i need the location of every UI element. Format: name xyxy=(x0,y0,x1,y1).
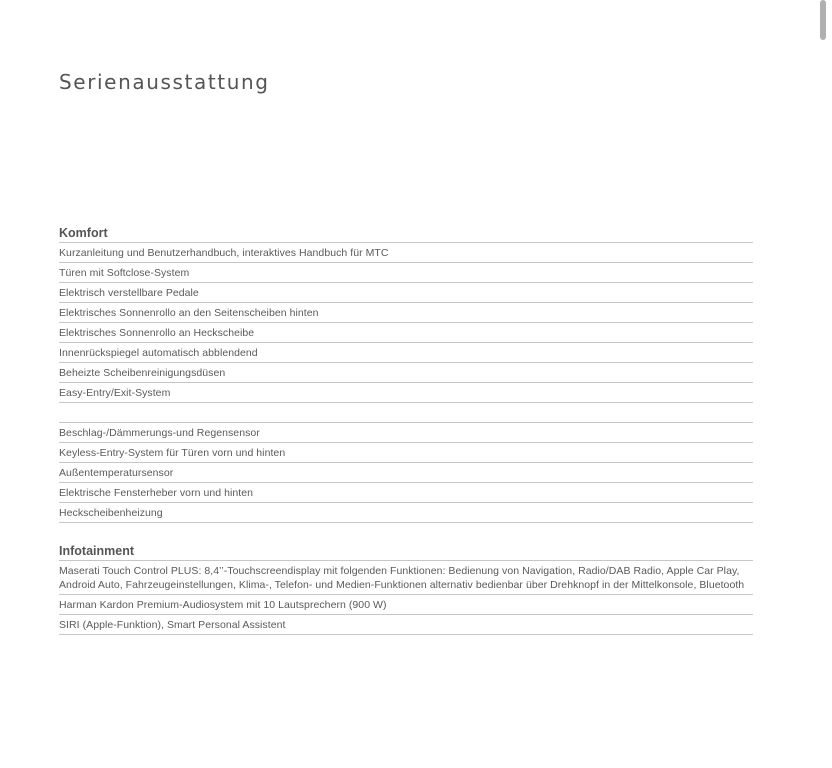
section-heading-komfort: Komfort xyxy=(59,224,753,243)
list-item-obscured xyxy=(59,403,753,423)
vertical-scrollbar[interactable] xyxy=(820,0,826,40)
list-item: Keyless-Entry-System für Türen vorn und hinten xyxy=(59,443,753,463)
list-item: Elektrisches Sonnenrollo an den Seitenscheiben hinten xyxy=(59,303,753,323)
list-item: Elektrisches Sonnenrollo an Heckscheibe xyxy=(59,323,753,343)
list-item: Türen mit Softclose-System xyxy=(59,263,753,283)
page-title: Serienausstattung xyxy=(59,70,270,94)
list-item: SIRI (Apple-Funktion), Smart Personal Assistent xyxy=(59,615,753,635)
list-item: Beschlag-/Dämmerungs-und Regensensor xyxy=(59,423,753,443)
list-item: Innenrückspiegel automatisch abblendend xyxy=(59,343,753,363)
list-item: Maserati Touch Control PLUS: 8,4’’-Touchscreendisplay mit folgenden Funktionen: Bedienung von Navigation, Radio/DAB Radio, Apple Car Play, Android Auto, Fahrzeugeinstellungen, Klima-, Telefon- und Medien-Funktionen alternativ bedienbar über Drehknopf in der Mittelkonsole, Bluetooth xyxy=(59,561,753,595)
section-infotainment xyxy=(59,542,753,635)
section-komfort xyxy=(59,224,753,523)
list-item: Elektrische Fensterheber vorn und hinten xyxy=(59,483,753,503)
list-item: Außentemperatursensor xyxy=(59,463,753,483)
section-heading-infotainment: Infotainment xyxy=(59,542,753,561)
list-item: Heckscheibenheizung xyxy=(59,503,753,523)
list-item: Easy-Entry/Exit-System xyxy=(59,383,753,403)
list-item: Elektrisch verstellbare Pedale xyxy=(59,283,753,303)
list-item: Kurzanleitung und Benutzerhandbuch, interaktives Handbuch für MTC xyxy=(59,243,753,263)
list-item: Beheizte Scheibenreinigungsdüsen xyxy=(59,363,753,383)
list-item: Harman Kardon Premium-Audiosystem mit 10 Lautsprechern (900 W) xyxy=(59,595,753,615)
